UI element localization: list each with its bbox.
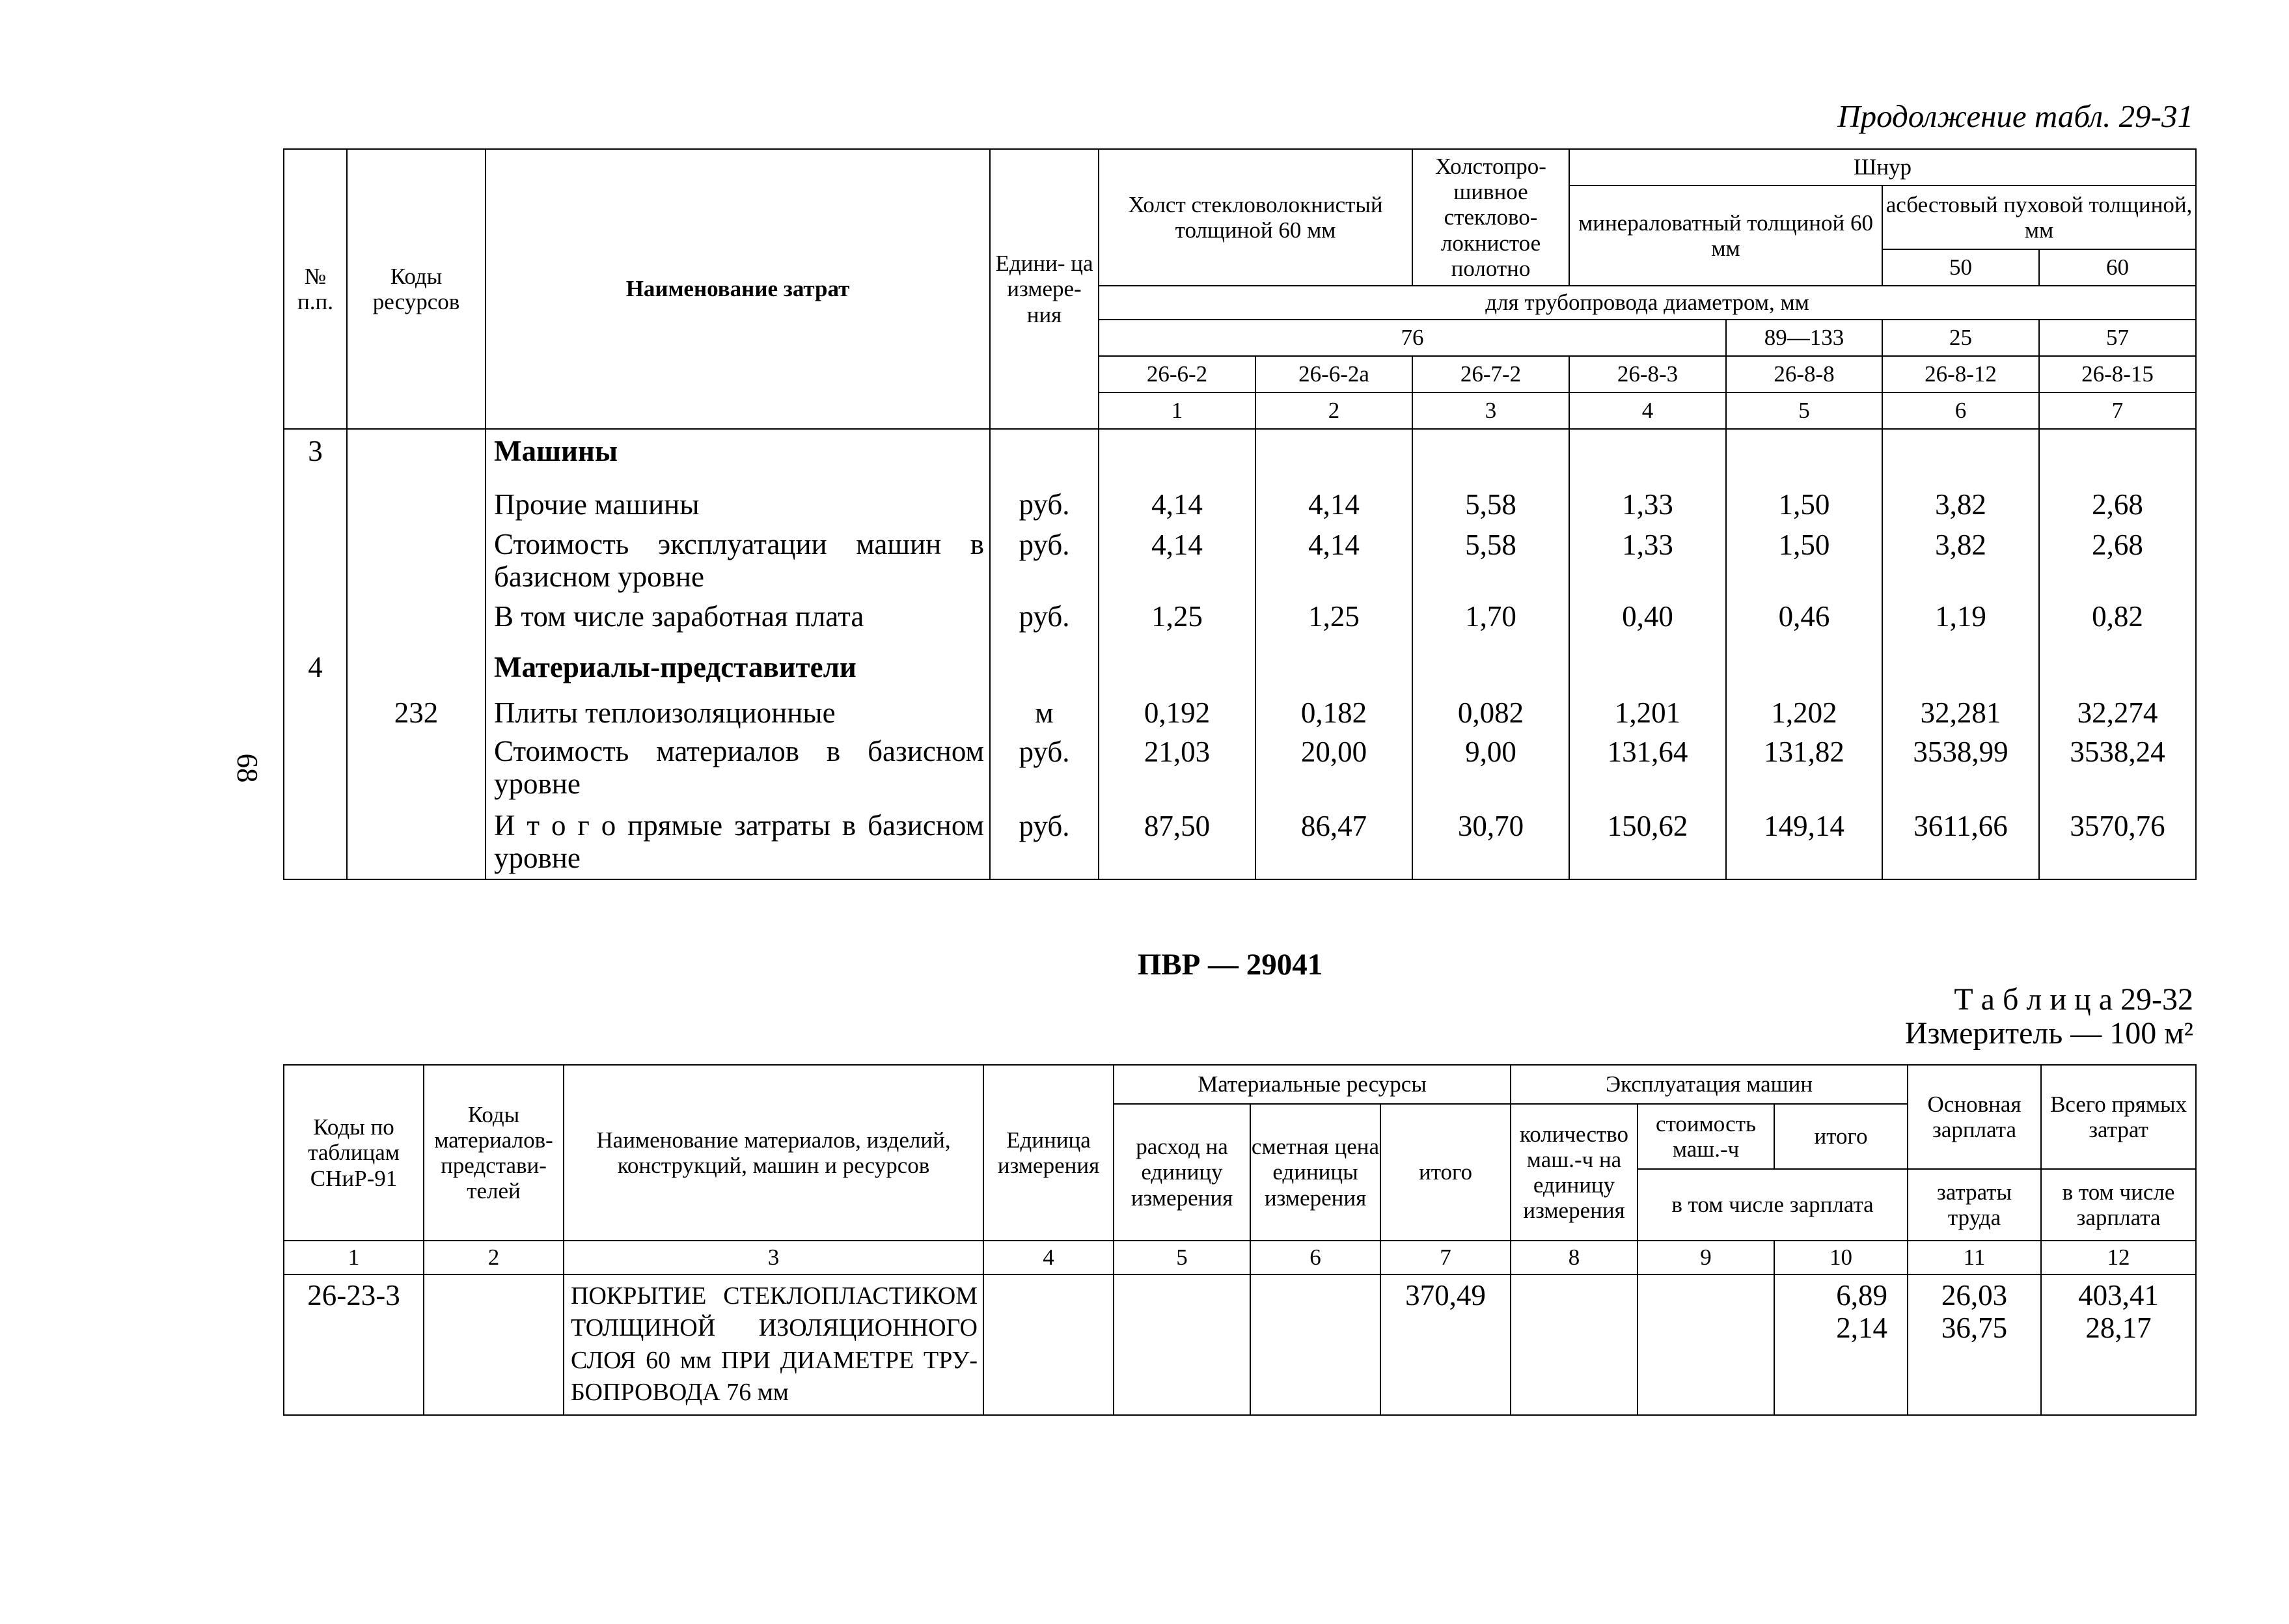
row-unit: руб.	[1019, 529, 1070, 561]
code-cell: 26-8-15	[2039, 356, 2196, 392]
header-asbest: асбестовый пуховой толщиной, мм	[1882, 186, 2196, 249]
value-cell: 21,03	[1144, 736, 1211, 768]
value-cell: 131,82	[1764, 736, 1844, 768]
row-name: Стоимость материалов в базисном уровне	[494, 735, 984, 800]
body-val-col-2	[1255, 429, 1412, 879]
continuation-note: Продолжение табл. 29-31	[1837, 98, 2193, 134]
row2-c11	[1908, 1274, 2041, 1415]
body-val-col-6	[1882, 429, 2039, 879]
h2-mat-res: Материальные ресурсы	[1114, 1065, 1511, 1104]
value-cell: 1,25	[1308, 600, 1360, 633]
row-unit: руб.	[1019, 810, 1070, 842]
row2-code: 26-23-3	[284, 1274, 424, 1415]
row-unit: руб.	[1019, 600, 1070, 633]
value-cell: 20,00	[1300, 736, 1367, 768]
row-name-machines: Машины	[494, 435, 618, 467]
h2-vsego: Всего прямых затрат	[2041, 1065, 2196, 1169]
col-num: 6	[1882, 392, 2039, 429]
meter-label: Измеритель — 100 м²	[1904, 1016, 2193, 1051]
header-num: № п.п.	[284, 149, 347, 429]
header-shnur: Шнур	[1569, 149, 2196, 186]
col-num: 4	[983, 1241, 1114, 1274]
value-cell: 4,14	[1151, 488, 1203, 521]
h2-itogo: итого	[1380, 1104, 1511, 1241]
value-cell: 4,14	[1308, 488, 1360, 521]
code-cell: 26-8-12	[1882, 356, 2039, 392]
value-cell: 5,58	[1465, 488, 1516, 521]
h2-zatraty: затраты труда	[1908, 1169, 2041, 1241]
row2-c7: 370,49	[1380, 1274, 1511, 1415]
value-cell: 3,82	[1935, 529, 1986, 561]
value-cell: 1,25	[1151, 600, 1203, 633]
row2-code-mat	[424, 1274, 564, 1415]
value-cell: 86,47	[1300, 810, 1367, 842]
body-val-col-1	[1099, 429, 1255, 879]
row2-c10b: 2,14	[1836, 1312, 1888, 1345]
code-cell: 26-7-2	[1412, 356, 1569, 392]
row2-name: ПОКРЫТИЕ СТЕКЛОПЛАСТИКОМ ТОЛЩИНОЙ ИЗОЛЯЦИОННОГО СЛОЯ 60 мм ПРИ ДИАМЕТРЕ ТРУ- БОПРОВОДА 76 мм	[564, 1274, 983, 1415]
code-cell: 26-8-8	[1726, 356, 1882, 392]
h2-vtch2: в том числе зарплата	[2041, 1169, 2196, 1241]
table-continuation-29-31	[283, 148, 2197, 880]
col-num: 3	[1412, 392, 1569, 429]
row2-c12a: 403,41	[2078, 1279, 2159, 1312]
value-cell: 3538,99	[1913, 736, 2008, 768]
h2-osn: Основная зарплата	[1908, 1065, 2041, 1169]
header-d57: 57	[2039, 320, 2196, 356]
value-cell: 1,202	[1771, 696, 1837, 729]
value-cell: 3538,24	[2070, 736, 2165, 768]
row2-c11a: 26,03	[1941, 1279, 2008, 1312]
h2-kolvo: количество маш.-ч на единицу измерения	[1511, 1104, 1638, 1241]
row-unit: руб.	[1019, 488, 1070, 521]
value-cell: 30,70	[1457, 810, 1524, 842]
value-cell: 4,14	[1308, 529, 1360, 561]
table-label: Т а б л и ц а 29-32	[1954, 982, 2193, 1017]
header-mineral: минераловатный толщиной 60 мм	[1569, 186, 1882, 286]
value-cell: 3570,76	[2070, 810, 2165, 842]
row-num: 3	[308, 435, 323, 467]
col-num: 4	[1569, 392, 1726, 429]
row-code: 232	[394, 696, 439, 729]
value-cell: 0,192	[1144, 696, 1211, 729]
body-val-col-4	[1569, 429, 1726, 879]
value-cell: 0,82	[2092, 600, 2143, 633]
col-num: 11	[1908, 1241, 2041, 1274]
header-t60: 60	[2039, 249, 2196, 286]
col-num: 1	[1099, 392, 1255, 429]
body-code-col	[347, 429, 486, 879]
header-unit: Едини- ца измере- ния	[990, 149, 1099, 429]
value-cell: 2,68	[2092, 529, 2143, 561]
value-cell: 1,33	[1622, 488, 1673, 521]
row-unit: руб.	[1019, 736, 1070, 768]
row2-c10	[1774, 1274, 1908, 1415]
value-cell: 3611,66	[1913, 810, 2008, 842]
value-cell: 5,58	[1465, 529, 1516, 561]
value-cell: 32,281	[1920, 696, 2001, 729]
body-unit-col	[990, 429, 1099, 879]
h2-codes-mat: Коды материалов- представи- телей	[424, 1065, 564, 1241]
col-num: 3	[564, 1241, 983, 1274]
row-name: Плиты теплоизоляционные	[494, 696, 836, 729]
header-d76: 76	[1099, 320, 1726, 356]
value-cell: 1,50	[1778, 529, 1830, 561]
row-name: Стоимость эксплуатации машин в базисном уровне	[494, 528, 984, 593]
value-cell: 0,46	[1778, 600, 1830, 633]
table-29-32	[283, 1064, 2197, 1416]
col-num: 10	[1774, 1241, 1908, 1274]
page-number: 68	[231, 753, 264, 783]
col-num: 5	[1114, 1241, 1250, 1274]
code-cell: 26-8-3	[1569, 356, 1726, 392]
col-num: 6	[1250, 1241, 1380, 1274]
header-name: Наименование затрат	[486, 149, 990, 429]
value-cell: 131,64	[1607, 736, 1688, 768]
header-codes: Коды ресурсов	[347, 149, 486, 429]
header-holst: Холст стекловолокнистый толщиной 60 мм	[1099, 149, 1412, 286]
col-num: 5	[1726, 392, 1882, 429]
h2-name: Наименование материалов, изделий, конструкций, машин и ресурсов	[564, 1065, 983, 1241]
h2-itogo2: итого	[1774, 1104, 1908, 1169]
col-num: 7	[2039, 392, 2196, 429]
h2-vtch: в том числе зарплата	[1638, 1169, 1908, 1241]
row2-c12b: 28,17	[2085, 1312, 2152, 1345]
h2-smet: сметная цена единицы измерения	[1250, 1104, 1380, 1241]
section-title: ПВР — 29041	[1137, 948, 1323, 982]
value-cell: 0,082	[1457, 696, 1524, 729]
row2-c12	[2041, 1274, 2196, 1415]
row2-c5	[1114, 1274, 1250, 1415]
value-cell: 1,19	[1935, 600, 1986, 633]
value-cell: 2,68	[2092, 488, 2143, 521]
row-name: В том числе заработная плата	[494, 600, 864, 633]
row2-c6	[1250, 1274, 1380, 1415]
header-holstop: Холстопро- шивное стеклово- локнистое полотно	[1412, 149, 1569, 286]
h2-rashod: расход на единицу измерения	[1114, 1104, 1250, 1241]
row-name: Прочие машины	[494, 488, 700, 521]
value-cell: 0,182	[1300, 696, 1367, 729]
value-cell: 149,14	[1764, 810, 1844, 842]
value-cell: 1,50	[1778, 488, 1830, 521]
col-num: 9	[1638, 1241, 1774, 1274]
h2-stoim: стоимость маш.-ч	[1638, 1104, 1774, 1169]
row2-c10a: 6,89	[1836, 1279, 1888, 1312]
value-cell: 0,40	[1622, 600, 1673, 633]
value-cell: 4,14	[1151, 529, 1203, 561]
col-num: 12	[2041, 1241, 2196, 1274]
row2-c8	[1511, 1274, 1638, 1415]
row-name: И т о г о прямые затраты в базисном уровне	[494, 809, 984, 874]
header-d25: 25	[1882, 320, 2039, 356]
value-cell: 9,00	[1465, 736, 1516, 768]
col-num: 1	[284, 1241, 424, 1274]
col-num: 2	[424, 1241, 564, 1274]
value-cell: 3,82	[1935, 488, 1986, 521]
header-t50: 50	[1882, 249, 2039, 286]
header-diameter: для трубопровода диаметром, мм	[1099, 286, 2196, 320]
h2-codes-snip: Коды по таблицам СНиР-91	[284, 1065, 424, 1241]
body-val-col-3	[1412, 429, 1569, 879]
value-cell: 32,274	[2077, 696, 2158, 729]
value-cell: 150,62	[1607, 810, 1688, 842]
col-num: 2	[1255, 392, 1412, 429]
body-val-col-7	[2039, 429, 2196, 879]
value-cell: 1,201	[1614, 696, 1681, 729]
col-num: 8	[1511, 1241, 1638, 1274]
row2-unit	[983, 1274, 1114, 1415]
row-name-materials: Материалы-представители	[494, 651, 857, 683]
h2-expl: Эксплуатация машин	[1511, 1065, 1908, 1104]
value-cell: 1,70	[1465, 600, 1516, 633]
col-num: 7	[1380, 1241, 1511, 1274]
header-d89: 89—133	[1726, 320, 1882, 356]
value-cell: 87,50	[1144, 810, 1211, 842]
row-unit: м	[1035, 696, 1054, 729]
row-num: 4	[308, 651, 323, 683]
body-num-col	[284, 429, 347, 879]
row2-c11b: 36,75	[1941, 1312, 2008, 1345]
h2-unit: Единица измерения	[983, 1065, 1114, 1241]
row2-c9	[1638, 1274, 1774, 1415]
code-cell: 26-6-2а	[1255, 356, 1412, 392]
body-name-col	[486, 429, 990, 879]
body-val-col-5	[1726, 429, 1882, 879]
value-cell: 1,33	[1622, 529, 1673, 561]
code-cell: 26-6-2	[1099, 356, 1255, 392]
